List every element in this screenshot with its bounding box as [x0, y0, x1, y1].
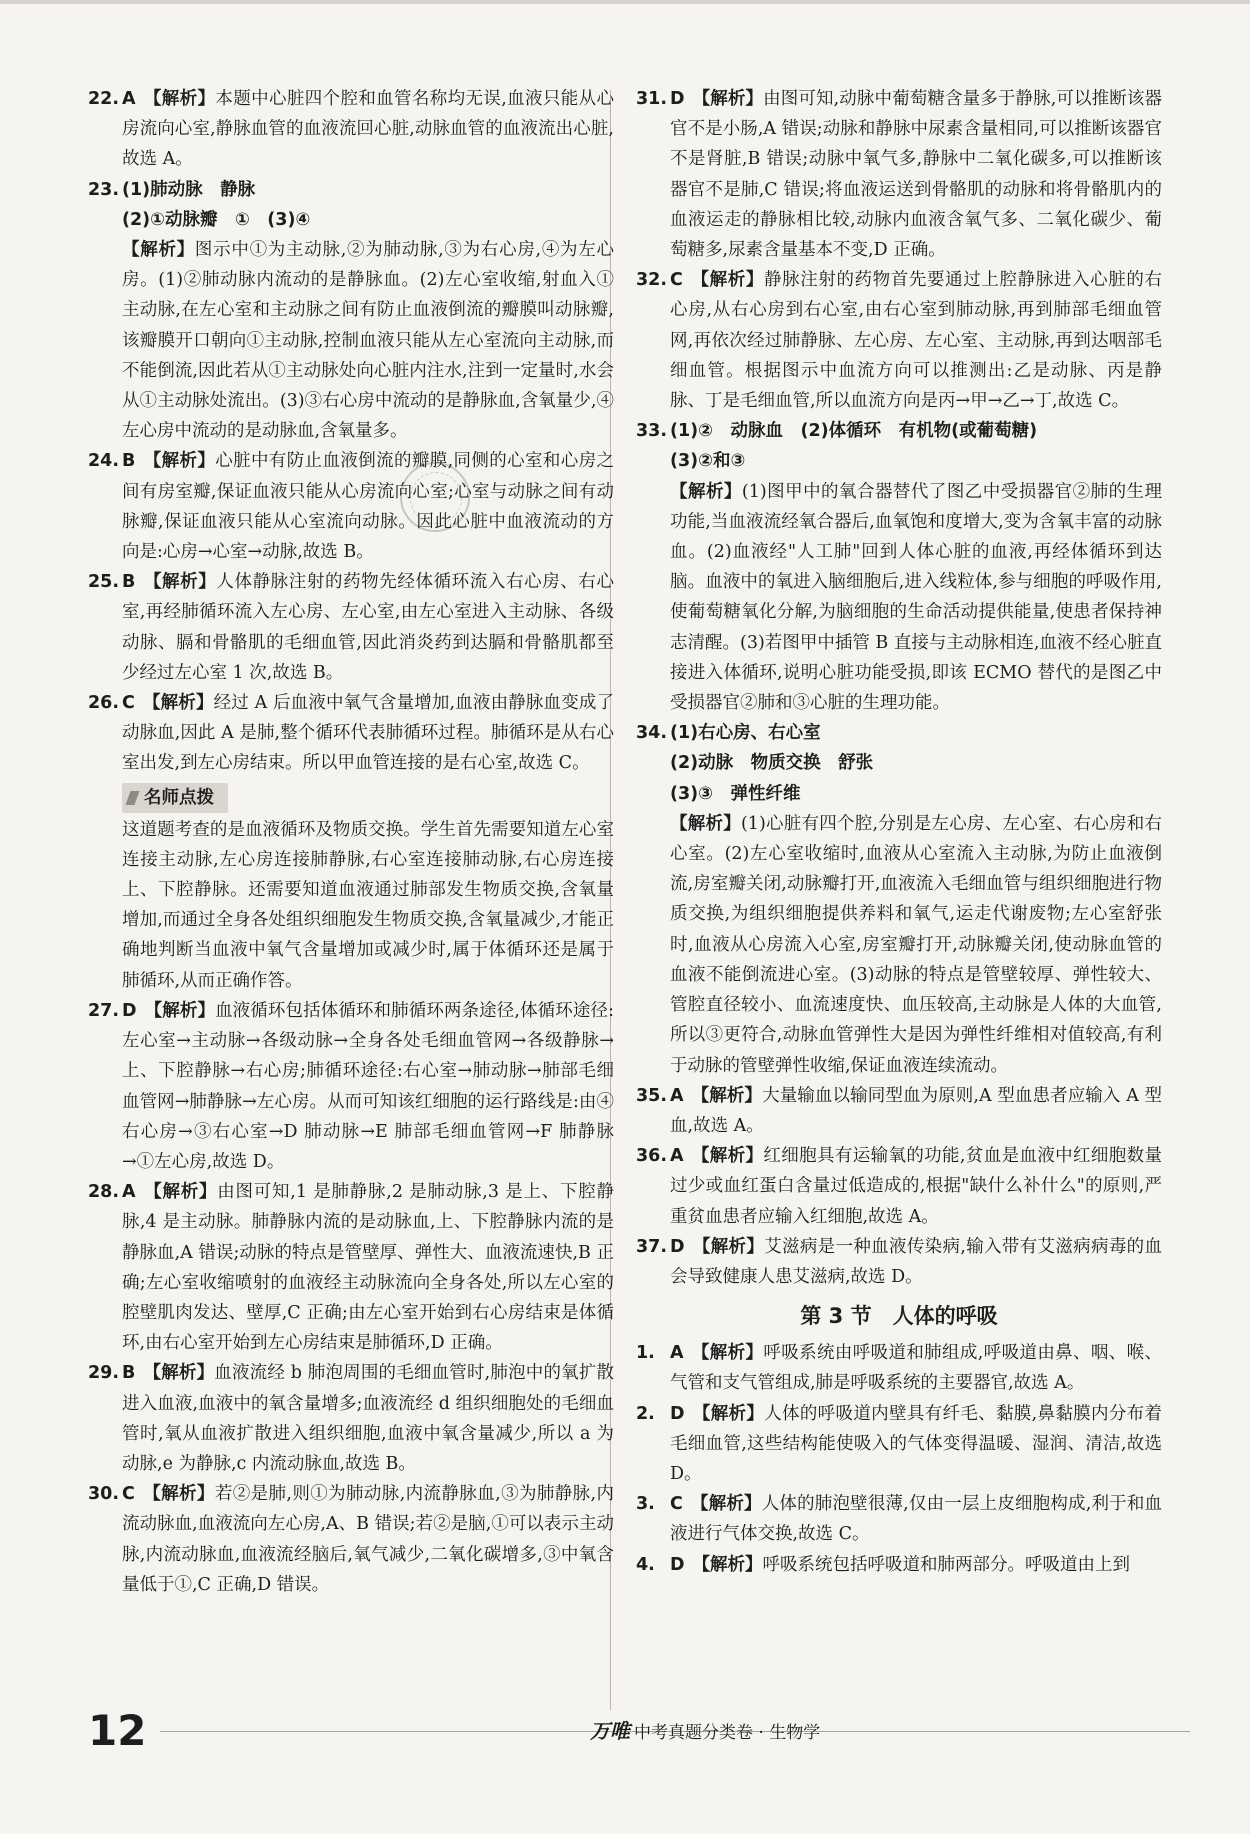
- analysis-tag: 【解析】: [670, 481, 742, 502]
- question-number: 29.: [88, 1363, 120, 1384]
- question-number: 32.: [636, 270, 668, 291]
- analysis-tag: 【解析】: [691, 1343, 764, 1364]
- answer-32: [636, 265, 1162, 416]
- question-number: 34.: [636, 723, 668, 744]
- analysis-tag: 【解析】: [122, 240, 195, 261]
- answer-line: (1)右心房、右心室: [670, 723, 821, 744]
- answer-30: [88, 1479, 614, 1600]
- question-number: 3.: [636, 1494, 655, 1515]
- question-number: 22.: [88, 89, 120, 109]
- question-number: 30.: [88, 1484, 120, 1505]
- answer-24: [88, 446, 614, 567]
- analysis-text: 呼吸系统由呼吸道和肺组成,呼吸道由鼻、咽、喉、气管和支气管组成,肺是呼吸系统的主要器官,故选 A。: [670, 1343, 1163, 1394]
- answer-letter: B: [122, 451, 136, 472]
- answer-letter: B: [122, 572, 136, 593]
- answer-27: [88, 996, 614, 1177]
- analysis-tag: 【解析】: [143, 1182, 218, 1203]
- question-number: 36.: [636, 1146, 668, 1167]
- answer-35: [636, 1081, 1162, 1141]
- answer-s3: [636, 1489, 1162, 1549]
- answer-36: [636, 1141, 1162, 1232]
- answer-letter: A: [122, 1182, 136, 1203]
- question-number: 25.: [88, 572, 120, 593]
- section-title: 第 3 节 人体的呼吸: [800, 1304, 998, 1329]
- answer-letter: A: [670, 1146, 684, 1167]
- answer-34: [636, 718, 1162, 1080]
- answer-letter: D: [670, 1236, 685, 1257]
- answer-letter: A: [670, 1085, 684, 1106]
- analysis-text: 本题中心脏四个腔和血管名称均无误,血液只能从心房流向心室,静脉血管的血液流回心脏,动脉血管的血液流出心脏,故选 A。: [122, 89, 615, 170]
- left-column: [88, 84, 614, 1600]
- answer-line: (2)动脉 物质交换 舒张: [670, 753, 874, 774]
- answer-line: (1)肺动脉 静脉: [122, 179, 256, 200]
- question-number: 2.: [636, 1403, 655, 1424]
- footer-title: [590, 1716, 820, 1748]
- question-number: 4.: [636, 1554, 655, 1575]
- answer-letter: C: [670, 270, 683, 291]
- question-number: 23.: [88, 179, 120, 200]
- analysis-tag: 【解析】: [691, 1085, 763, 1106]
- answer-37: [636, 1232, 1162, 1292]
- answer-29: [88, 1358, 614, 1479]
- analysis-text: 红细胞具有运输氧的功能,贫血是血液中红细胞数量过少或血红蛋白含量过低造成的,根据"缺什么补什么"的原则,严重贫血患者应输入红细胞,故选 A。: [670, 1146, 1163, 1227]
- answer-line: (3)③ 弹性纤维: [670, 783, 801, 804]
- top-rule: [0, 0, 1250, 4]
- analysis-text: 若②是肺,则①为肺动脉,内流静脉血,③为肺静脉,内流动脉血,血液流向左心房,A、B 错误;若②是脑,①可以表示主动脉,内流动脉血,血液流经脑后,氧气减少,二氧化碳增多,③中氧含量低于①,C 正确,D 错误。: [122, 1484, 615, 1595]
- answer-line: (2)①动脉瓣 ① (3)④: [122, 209, 311, 230]
- answer-28: [88, 1177, 614, 1358]
- page-number: 12: [88, 1706, 147, 1755]
- analysis-tag: 【解析】: [143, 1363, 215, 1384]
- answer-letter: B: [122, 1363, 136, 1384]
- question-number: 31.: [636, 89, 668, 109]
- question-number: 33.: [636, 421, 668, 442]
- analysis-tag: 【解析】: [690, 1494, 762, 1515]
- analysis-text: 血液流经 b 肺泡周围的毛细血管时,肺泡中的氧扩散进入血液,血液中的氧含量增多;血液流经 d 组织细胞处的毛细血管时,氧从血液扩散进入组织细胞,血液中氧含量减少,所以 a 为动脉,e 为静脉,c 内流动脉血,故选 B。: [122, 1363, 615, 1474]
- answer-letter: D: [670, 1554, 685, 1575]
- answer-s4: [636, 1550, 1162, 1580]
- analysis-text: 由图可知,1 是肺静脉,2 是肺动脉,3 是上、下腔静脉,4 是主动脉。肺静脉内流的是动脉血,上、下腔静脉内流的是静脉血,A 错误;动脉的特点是管壁厚、弹性大、血液流速快,B 正确;左心室收缩喷射的血液经主动脉流向全身各处,所以左心室的腔壁肌肉发达、壁厚,C 正确;由左心室开始到右心房结束是体循环,由右心室开始到左心房结束是肺循环,D 正确。: [122, 1182, 614, 1354]
- answer-23: [88, 175, 614, 447]
- analysis-text: 人体静脉注射的药物先经体循环流入右心房、右心室,再经肺循环流入左心房、左心室,由左心室进入主动脉、各级动脉、膈和骨骼肌的毛细血管,因此消炎药到达膈和骨骼肌都至少经过左心室 1 次,故选 B。: [122, 572, 615, 683]
- answer-letter: D: [670, 1403, 685, 1424]
- question-number: 27.: [88, 1000, 120, 1021]
- answer-25: [88, 567, 614, 688]
- question-number: 37.: [636, 1236, 668, 1257]
- answer-letter: A: [122, 89, 136, 109]
- analysis-tag: 【解析】: [143, 89, 216, 109]
- analysis-tag: 【解析】: [143, 572, 217, 593]
- answer-31: [636, 84, 1162, 265]
- analysis-text: 心脏中有防止血液倒流的瓣膜,同侧的心室和心房之间有房室瓣,保证血液只能从心房流向心室;心室与动脉之间有动脉瓣,保证血液只能从心室流向动脉。因此心脏中血液流动的方向是:心房→心室→动脉,故选 B。: [122, 451, 615, 563]
- analysis-text: 大量输血以输同型血为原则,A 型血患者应输入 A 型血,故选 A。: [670, 1085, 1162, 1136]
- question-number: 28.: [88, 1182, 120, 1203]
- answer-26: [88, 688, 614, 779]
- analysis-tag: 【解析】: [692, 1403, 765, 1424]
- answer-s2: [636, 1399, 1162, 1490]
- analysis-text: 艾滋病是一种血液传染病,输入带有艾滋病病毒的血会导致健康人患艾滋病,故选 D。: [670, 1236, 1163, 1287]
- analysis-text: 血液循环包括体循环和肺循环两条途径,体循环途径:左心室→主动脉→各级动脉→全身各处毛细血管网→各级静脉→上、下腔静脉→右心房;肺循环途径:右心室→肺动脉→肺部毛细血管网→肺静脉→左心房。从而可知该红细胞的运行路线是:由④右心房→③右心室→D 肺动脉→E 肺部毛细血管网→F 肺静脉→①左心房,故选 D。: [122, 1000, 614, 1172]
- answer-33: [636, 416, 1162, 718]
- answer-letter: C: [122, 693, 135, 714]
- tip-text: 这道题考查的是血液循环及物质交换。学生首先需要知道左心室连接主动脉,左心房连接肺静脉,右心室连接肺动脉,右心房连接上、下腔静脉。还需要知道血液通过肺部发生物质交换,含氧量增加,而通过全身各处组织细胞发生物质交换,含氧量减少,才能正确地判断当血液中氧气含量增加或减少时,属于体循环还是属于肺循环,从而正确作答。: [122, 819, 614, 991]
- question-number: 1.: [636, 1343, 655, 1364]
- answer-letter: C: [122, 1484, 135, 1505]
- answer-line: (3)②和③: [670, 451, 746, 472]
- answer-22: [88, 84, 614, 175]
- question-number: 26.: [88, 693, 120, 714]
- analysis-tag: 【解析】: [692, 1236, 765, 1257]
- brand-logo: 万唯: [590, 1719, 630, 1743]
- answer-s1: [636, 1338, 1162, 1398]
- question-number: 24.: [88, 451, 120, 472]
- analysis-text: 静脉注射的药物首先要通过上腔静脉进入心脏的右心房,从右心房到右心室,由右心室到肺动脉,再到肺部毛细血管网,再依次经过肺静脉、左心房、左心室、主动脉,再到达咽部毛细血管。根据图示中血流方向可以推测出:乙是动脉、丙是静脉、丁是毛细血管,所以血流方向是丙→甲→乙→丁,故选 C。: [670, 270, 1163, 412]
- question-number: 35.: [636, 1085, 668, 1106]
- analysis-text: 呼吸系统包括呼吸道和肺两部分。呼吸道由上到: [762, 1554, 1131, 1575]
- analysis-tag: 【解析】: [142, 693, 214, 714]
- analysis-text: (1)图甲中的氧合器替代了图乙中受损器官②肺的生理功能,当血液流经氧合器后,血氧饱和度增大,变为含氧丰富的动脉血。(2)血液经"人工肺"回到人体心脏的血液,再经体循环到达脑。血液中的氧进入脑细胞后,进入线粒体,参与细胞的呼吸作用,使葡萄糖氧化分解,为脑细胞的生命活动提供能量,使患者保持神志清醒。(3)若图甲中插管 B 直接与主动脉相连,血液不经心脏直接进入体循环,说明心脏功能受损,即该 ECMO 替代的是图乙中受损器官②肺和③心脏的生理功能。: [670, 481, 1163, 714]
- answer-line: (1)② 动脉血 (2)体循环 有机物(或葡萄糖): [670, 421, 1038, 442]
- analysis-tag: 【解析】: [692, 1554, 763, 1575]
- teacher-tip: [88, 779, 614, 996]
- right-column: [636, 84, 1162, 1580]
- analysis-text: (1)心脏有四个腔,分别是左心房、左心室、右心房和右心室。(2)左心室收缩时,血液从心室流入主动脉,为防止血液倒流,房室瓣关闭,动脉瓣打开,血液流入毛细血管与组织细胞进行物质交换,为组织细胞提供养料和氧气,运走代谢废物;左心室舒张时,血液从心房流入心室,房室瓣打开,动脉瓣关闭,使动脉血管的血液不能倒流进心室。(3)动脉的特点是管壁较厚、弹性较大、管腔直径较小、血流速度快、血压较高,主动脉是人体的大血管,所以③更符合,动脉血管弹性大是因为弹性纤维相对值较高,有利于动脉的管壁弹性收缩,保证血液连续流动。: [670, 813, 1162, 1076]
- answer-letter: D: [670, 89, 685, 109]
- analysis-tag: 【解析】: [690, 270, 764, 291]
- answer-letter: A: [670, 1343, 684, 1364]
- analysis-text: 人体的呼吸道内壁具有纤毛、黏膜,鼻黏膜内分布着毛细血管,这些结构能使吸入的气体变得温暖、湿润、清洁,故选 D。: [670, 1403, 1163, 1484]
- analysis-tag: 【解析】: [144, 1000, 216, 1021]
- tip-label: 名师点拨: [122, 783, 228, 813]
- answer-letter: D: [122, 1000, 137, 1021]
- book-title: 中考真题分类卷 · 生物学: [634, 1723, 821, 1743]
- analysis-tag: 【解析】: [142, 1484, 215, 1505]
- analysis-text: 由图可知,动脉中葡萄糖含量多于静脉,可以推断该器官不是小肠,A 错误;动脉和静脉中尿素含量相同,可以推断该器官不是肾脏,B 错误;动脉中氧气多,静脉中二氧化碳多,可以推断该器官不是肺,C 错误;将血液运送到骨骼肌的动脉和将骨骼肌内的血液运走的静脉相比较,动脉内血液含氧气多、二氧化碳少、葡萄糖多,尿素含量基本不变,D 正确。: [670, 89, 1163, 261]
- analysis-text: 图示中①为主动脉,②为肺动脉,③为右心房,④为左心房。(1)②肺动脉内流动的是静脉血。(2)左心室收缩,射血入①主动脉,在左心室和主动脉之间有防止血液倒流的瓣膜叫动脉瓣,该瓣膜开口朝向①主动脉,控制血液只能从左心室流向主动脉,而不能倒流,因此若从①主动脉处向心脏内注水,注到一定量时,水会从①主动脉处流出。(3)③右心房中流动的是静脉血,含氧量少,④左心房中流动的是动脉血,含氧量多。: [122, 240, 615, 442]
- analysis-tag: 【解析】: [691, 1146, 764, 1167]
- analysis-tag: 【解析】: [143, 451, 216, 472]
- answer-letter: C: [670, 1494, 683, 1515]
- analysis-text: 经过 A 后血液中氧气含量增加,血液由静脉血变成了动脉血,因此 A 是肺,整个循环代表肺循环过程。肺循环是从右心室出发,到左心房结束。所以甲血管连接的是右心室,故选 C。: [122, 693, 615, 774]
- analysis-tag: 【解析】: [692, 89, 764, 109]
- analysis-tag: 【解析】: [670, 813, 741, 834]
- analysis-text: 人体的肺泡壁很薄,仅由一层上皮细胞构成,利于和血液进行气体交换,故选 C。: [670, 1494, 1163, 1545]
